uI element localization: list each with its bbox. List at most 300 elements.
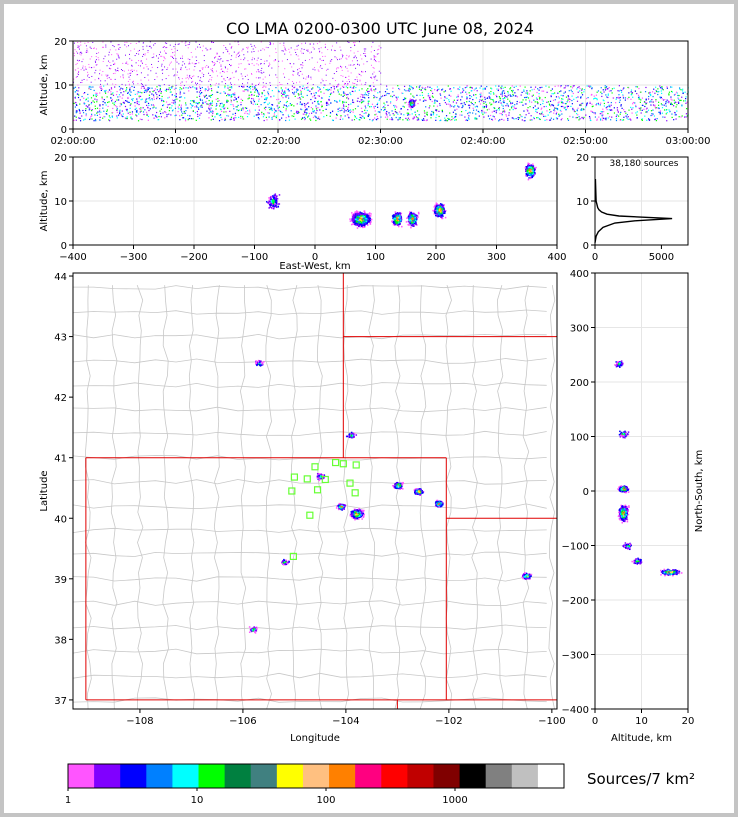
lightning-source (348, 117, 349, 118)
lightning-source (88, 64, 89, 65)
lightning-source (244, 58, 245, 59)
lightning-source (174, 74, 175, 75)
lightning-source (102, 118, 103, 119)
lightning-source (109, 120, 110, 121)
lightning-source (118, 99, 119, 100)
lightning-source (210, 85, 211, 86)
lightning-source (106, 104, 107, 105)
lightning-source (445, 90, 446, 91)
lightning-source (553, 119, 554, 120)
lightning-source (502, 92, 503, 93)
lightning-source (623, 97, 624, 98)
lightning-source (153, 57, 154, 58)
lightning-source (330, 61, 331, 62)
lightning-source (421, 90, 422, 91)
lightning-source (269, 63, 270, 64)
lightning-source (485, 101, 486, 102)
lightning-source (676, 111, 677, 112)
lightning-source (151, 93, 152, 94)
lightning-source (321, 60, 322, 61)
lightning-source (140, 111, 141, 112)
lightning-source (347, 83, 348, 84)
lightning-source (524, 97, 525, 98)
lightning-source (283, 107, 284, 108)
lightning-source (455, 116, 456, 117)
lightning-source (169, 104, 170, 105)
lightning-source (185, 41, 186, 42)
lightning-source (165, 47, 166, 48)
lightning-source (312, 111, 313, 112)
lightning-source (347, 97, 348, 98)
lightning-source (122, 74, 123, 75)
lightning-source (154, 79, 155, 80)
lightning-source (616, 97, 617, 98)
lightning-source (681, 105, 682, 106)
lightning-source (160, 89, 161, 90)
lightning-source (273, 203, 275, 205)
lightning-source (605, 85, 606, 86)
lightning-source (312, 69, 313, 70)
lightning-source (531, 102, 532, 103)
lightning-source (86, 52, 87, 53)
lightning-source (122, 98, 123, 99)
lightning-source (347, 87, 348, 88)
lightning-source (215, 85, 216, 86)
lightning-source (671, 87, 672, 88)
lightning-source (318, 104, 319, 105)
lightning-source (105, 102, 106, 103)
lightning-source (94, 102, 95, 103)
lightning-source (567, 85, 568, 86)
lightning-source (366, 221, 368, 223)
lightning-source (382, 95, 383, 96)
lightning-source (409, 88, 410, 89)
lightning-source (279, 203, 281, 205)
lightning-source (308, 102, 309, 103)
lightning-source (175, 88, 176, 89)
lightning-source (296, 46, 297, 47)
lightning-source (261, 72, 262, 73)
lightning-source (151, 88, 152, 89)
lightning-source (115, 49, 116, 50)
lightning-source (609, 87, 610, 88)
lightning-source (75, 87, 76, 88)
lightning-source (369, 106, 370, 107)
lightning-source (162, 79, 163, 80)
lightning-source (107, 102, 108, 103)
lightning-source (373, 67, 374, 68)
lightning-source (146, 59, 147, 60)
lightning-source (574, 85, 575, 86)
lightning-source (558, 102, 559, 103)
lightning-source (370, 213, 372, 215)
lightning-source (275, 198, 277, 200)
lightning-source (312, 57, 313, 58)
lightning-source (512, 105, 513, 106)
lightning-source (212, 116, 213, 117)
lightning-source (290, 103, 291, 104)
lightning-source (419, 89, 420, 90)
lightning-source (105, 56, 106, 57)
lightning-source (624, 111, 625, 112)
lightning-source (418, 118, 419, 119)
lightning-source (185, 87, 186, 88)
lightning-source (437, 106, 438, 107)
lightning-source (358, 73, 359, 74)
lightning-source (228, 95, 229, 96)
lightning-source (506, 96, 507, 97)
lightning-source (648, 96, 649, 97)
lightning-source (146, 114, 147, 115)
lightning-source (481, 86, 482, 87)
lightning-source (171, 87, 172, 88)
lightning-source (281, 84, 282, 85)
lightning-source (469, 92, 470, 93)
lightning-source (153, 106, 154, 107)
lightning-source (246, 47, 247, 48)
lightning-source (600, 103, 601, 104)
lightning-source (337, 67, 338, 68)
lightning-source (209, 79, 210, 80)
lightning-source (315, 120, 316, 121)
lightning-source (562, 102, 563, 103)
lightning-source (196, 106, 197, 107)
lightning-source (314, 116, 315, 117)
lightning-source (562, 106, 563, 107)
lightning-source (319, 119, 320, 120)
lightning-source (216, 113, 217, 114)
lightning-source (456, 102, 457, 103)
lightning-source (128, 45, 129, 46)
lightning-source (358, 212, 360, 214)
lightning-source (385, 95, 386, 96)
lightning-source (76, 120, 77, 121)
lightning-source (309, 59, 310, 60)
lightning-source (91, 114, 92, 115)
lightning-source (411, 104, 413, 106)
lightning-source (655, 87, 656, 88)
lightning-source (283, 51, 284, 52)
lightning-source (199, 86, 200, 87)
lightning-source (430, 114, 431, 115)
lightning-source (154, 90, 155, 91)
lightning-source (499, 119, 500, 120)
lightning-source (449, 89, 450, 90)
lightning-source (288, 115, 289, 116)
lightning-source (619, 90, 620, 91)
lightning-source (269, 55, 270, 56)
lightning-source (136, 53, 137, 54)
lightning-source (306, 77, 307, 78)
lightning-source (226, 100, 227, 101)
lightning-source (459, 87, 460, 88)
lightning-source (565, 91, 566, 92)
lightning-source (373, 82, 374, 83)
lightning-source (324, 84, 325, 85)
lightning-source (94, 99, 95, 100)
lightning-source (321, 52, 322, 53)
lightning-source (186, 69, 187, 70)
lightning-source (409, 91, 410, 92)
lightning-source (316, 110, 317, 111)
lightning-source (134, 102, 135, 103)
lightning-source (189, 115, 190, 116)
lightning-source (622, 89, 623, 90)
lightning-source (142, 56, 143, 57)
lightning-source (368, 95, 369, 96)
lightning-source (163, 101, 164, 102)
lightning-source (258, 69, 259, 70)
lightning-source (683, 93, 684, 94)
lightning-source (200, 77, 201, 78)
lightning-source (334, 56, 335, 57)
lightning-source (666, 106, 667, 107)
lightning-source (627, 87, 628, 88)
lightning-source (351, 111, 352, 112)
lightning-source (254, 58, 255, 59)
lightning-source (370, 215, 372, 217)
lightning-source (103, 116, 104, 117)
lightning-source (581, 92, 582, 93)
lightning-source (75, 102, 76, 103)
lightning-source (371, 78, 372, 79)
lightning-source (533, 95, 534, 96)
lightning-source (303, 78, 304, 79)
lightning-source (118, 115, 119, 116)
lightning-source (140, 109, 141, 110)
lightning-source (550, 101, 551, 102)
lightning-source (251, 74, 252, 75)
lightning-source (506, 116, 507, 117)
lightning-source (346, 55, 347, 56)
lightning-source (560, 86, 561, 87)
lightning-source (182, 82, 183, 83)
lightning-source (682, 115, 683, 116)
lightning-source (219, 120, 220, 121)
lightning-source (275, 87, 276, 88)
lightning-source (314, 48, 315, 49)
lightning-source (141, 119, 142, 120)
lightning-source (467, 85, 468, 86)
lightning-source (493, 92, 494, 93)
lightning-source (649, 93, 650, 94)
lightning-source (355, 87, 356, 88)
lightning-source (181, 111, 182, 112)
lightning-source (109, 62, 110, 63)
lightning-source (364, 48, 365, 49)
lightning-source (159, 54, 160, 55)
lightning-source (197, 91, 198, 92)
lightning-source (79, 60, 80, 61)
lightning-source (199, 102, 200, 103)
lightning-source (635, 105, 636, 106)
lightning-source (459, 114, 460, 115)
lightning-source (187, 77, 188, 78)
lightning-source (343, 108, 344, 109)
lightning-source (323, 93, 324, 94)
lightning-source (549, 109, 550, 110)
lightning-source (593, 112, 594, 113)
lightning-source (175, 48, 176, 49)
lightning-source (226, 115, 227, 116)
lightning-source (127, 118, 128, 119)
lightning-source (221, 111, 222, 112)
lightning-source (357, 100, 358, 101)
lightning-source (581, 90, 582, 91)
lightning-source (181, 69, 182, 70)
lightning-source (211, 79, 212, 80)
lightning-source (275, 193, 277, 195)
lightning-source (77, 76, 78, 77)
lightning-source (623, 87, 624, 88)
lightning-source (318, 95, 319, 96)
lightning-source (535, 101, 536, 102)
lightning-source (472, 87, 473, 88)
lightning-source (294, 119, 295, 120)
lightning-source (553, 105, 554, 106)
lightning-source (373, 95, 374, 96)
lightning-source (657, 118, 658, 119)
lightning-source (306, 50, 307, 51)
lightning-source (683, 100, 684, 101)
lightning-source (278, 90, 279, 91)
lightning-source (171, 102, 172, 103)
lightning-source (75, 70, 76, 71)
lightning-source (256, 77, 257, 78)
lightning-source (554, 110, 555, 111)
lightning-source (536, 117, 537, 118)
lightning-source (281, 93, 282, 94)
lightning-source (412, 113, 413, 114)
lightning-source (609, 106, 610, 107)
lightning-source (552, 88, 553, 89)
lightning-source (518, 119, 519, 120)
lightning-source (176, 85, 177, 86)
lightning-source (157, 89, 158, 90)
lightning-source (522, 92, 523, 93)
lightning-source (340, 66, 341, 67)
lightning-source (362, 97, 363, 98)
lightning-source (291, 47, 292, 48)
lightning-source (539, 113, 540, 114)
lightning-source (293, 105, 294, 106)
lightning-source (87, 80, 88, 81)
lightning-source (353, 86, 354, 87)
lightning-source (135, 94, 136, 95)
lightning-source (288, 105, 289, 106)
lightning-source (342, 101, 343, 102)
lightning-source (611, 102, 612, 103)
lightning-source (358, 224, 360, 226)
lightning-source (196, 102, 197, 103)
lightning-source (469, 98, 470, 99)
lightning-source (631, 89, 632, 90)
lightning-source (579, 86, 580, 87)
lightning-source (112, 84, 113, 85)
lightning-source (285, 93, 286, 94)
lightning-source (364, 110, 365, 111)
lightning-source (317, 118, 318, 119)
lightning-source (308, 75, 309, 76)
lightning-source (640, 92, 641, 93)
lightning-source (87, 72, 88, 73)
lightning-source (453, 112, 454, 113)
lightning-source (100, 117, 101, 118)
lightning-source (416, 116, 417, 117)
lightning-source (81, 115, 82, 116)
lightning-source (75, 64, 76, 65)
lightning-source (169, 110, 170, 111)
lightning-source (179, 97, 180, 98)
lightning-source (129, 112, 130, 113)
lightning-source (261, 112, 262, 113)
lightning-source (77, 53, 78, 54)
lightning-source (78, 47, 79, 48)
lightning-source (387, 119, 388, 120)
lightning-source (145, 64, 146, 65)
lightning-source (119, 57, 120, 58)
lightning-source (97, 108, 98, 109)
lightning-source (479, 94, 480, 95)
lightning-source (482, 88, 483, 89)
lightning-source (394, 106, 395, 107)
lightning-source (238, 64, 239, 65)
lightning-source (103, 61, 104, 62)
lightning-source (258, 77, 259, 78)
lightning-source (436, 114, 437, 115)
lightning-source (105, 47, 106, 48)
lightning-source (205, 67, 206, 68)
lightning-source (295, 96, 296, 97)
lightning-source (241, 110, 242, 111)
lightning-source (238, 105, 239, 106)
lightning-source (601, 113, 602, 114)
lightning-source (390, 102, 391, 103)
lightning-source (593, 98, 594, 99)
lightning-source (149, 95, 150, 96)
lightning-source (261, 68, 262, 69)
lightning-source (581, 103, 582, 104)
lightning-source (304, 103, 305, 104)
lightning-source (416, 95, 417, 96)
lightning-source (603, 118, 604, 119)
lightning-source (353, 102, 354, 103)
lightning-source (499, 109, 500, 110)
lightning-source (608, 117, 609, 118)
lightning-source (413, 118, 414, 119)
lightning-source (338, 109, 339, 110)
lightning-source (425, 106, 426, 107)
lightning-source (411, 102, 413, 104)
lightning-source (156, 98, 157, 99)
lightning-source (326, 115, 327, 116)
lightning-source (235, 117, 236, 118)
lightning-source (196, 87, 197, 88)
lightning-source (399, 119, 400, 120)
lightning-source (143, 86, 144, 87)
lightning-source (231, 46, 232, 47)
lightning-source (120, 47, 121, 48)
lightning-source (605, 94, 606, 95)
lightning-source (502, 111, 503, 112)
lightning-source (365, 71, 366, 72)
lightning-source (514, 87, 515, 88)
lightning-source (326, 70, 327, 71)
lightning-source (602, 111, 603, 112)
lightning-source (301, 53, 302, 54)
lightning-source (457, 99, 458, 100)
lightning-source (296, 91, 297, 92)
